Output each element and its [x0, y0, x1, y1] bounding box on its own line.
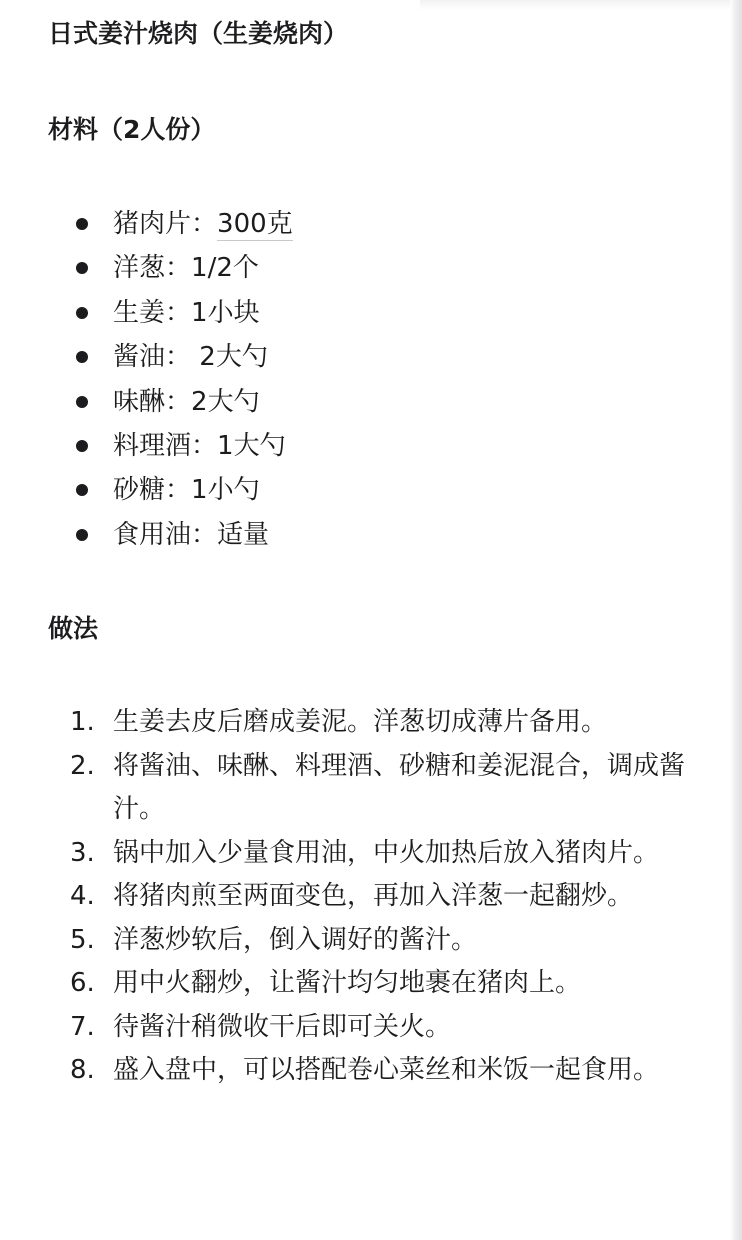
- ingredient-name: 食用油: [113, 519, 192, 550]
- right-edge-shadow: [730, 0, 742, 1240]
- step-item: [0, 832, 698, 876]
- ingredient-amount: 1小块: [191, 297, 260, 328]
- step-number: 8.: [70, 1055, 95, 1085]
- step-number: 4.: [70, 881, 95, 911]
- steps-heading: 做法: [48, 614, 99, 643]
- bullet-icon: [76, 440, 88, 452]
- step-item: [0, 1049, 698, 1093]
- ingredient-text: [113, 202, 293, 246]
- bullet-icon: [76, 529, 88, 541]
- ingredient-amount: 2大勺: [199, 342, 268, 373]
- ingredient-amount: 适量: [217, 519, 270, 550]
- ingredient-separator: ：: [191, 209, 218, 239]
- ingredient-name: 酱油: [113, 342, 166, 373]
- ingredient-amount: 1小勺: [191, 475, 260, 506]
- step-item: [0, 962, 698, 1006]
- bullet-icon: [76, 396, 88, 408]
- ingredient-text: [113, 468, 260, 512]
- bullet-icon: [76, 218, 88, 230]
- ingredient-text: [113, 291, 260, 335]
- step-number: 6.: [70, 968, 95, 998]
- ingredient-amount: 300克: [217, 209, 293, 239]
- steps-list: [0, 701, 698, 1093]
- ingredient-separator: ：: [191, 430, 218, 461]
- ingredient-name: 料理酒: [113, 430, 192, 461]
- ingredient-separator: ：: [165, 342, 200, 373]
- step-text: 生姜去皮后磨成姜泥。洋葱切成薄片备用。: [113, 707, 608, 737]
- ingredient-separator: ：: [191, 519, 218, 550]
- ingredient-amount: 2大勺: [191, 386, 260, 417]
- ingredient-text: [113, 246, 259, 290]
- ingredient-name: 生姜: [113, 297, 166, 328]
- step-text: 将酱油、味醂、料理酒、砂糖和姜泥混合，调成酱汁。: [113, 750, 686, 824]
- bullet-icon: [76, 262, 88, 274]
- step-item: [0, 701, 698, 745]
- ingredient-separator: ：: [165, 475, 192, 506]
- ingredient-text: [113, 513, 269, 557]
- ingredient-name: 味醂: [113, 386, 166, 417]
- step-number: 7.: [70, 1011, 95, 1042]
- step-number: 2.: [70, 750, 95, 781]
- step-item: [0, 745, 698, 832]
- step-number: 1.: [70, 707, 95, 737]
- step-text: 锅中加入少量食用油，中火加热后放入猪肉片。: [113, 837, 660, 868]
- step-number: 3.: [70, 837, 95, 868]
- ingredient-text: [113, 380, 260, 424]
- ingredients-heading: 材料（2人份）: [48, 115, 216, 144]
- step-text: 洋葱炒软后，倒入调好的酱汁。: [113, 924, 478, 955]
- recipe-title: 日式姜汁烧肉（生姜烧肉）: [48, 19, 349, 48]
- ingredient-amount: 1/2个: [191, 253, 259, 284]
- step-item: [0, 875, 698, 919]
- step-text: 将猪肉煎至两面变色，再加入洋葱一起翻炒。: [113, 881, 634, 911]
- ingredient-separator: ：: [165, 386, 192, 417]
- ingredient-name: 洋葱: [113, 253, 166, 284]
- top-edge-shadow: [420, 0, 742, 10]
- step-text: 待酱汁稍微收干后即可关火。: [113, 1011, 452, 1042]
- bullet-icon: [76, 484, 88, 496]
- step-text: 用中火翻炒，让酱汁均匀地裹在猪肉上。: [113, 968, 582, 998]
- ingredient-text: [113, 424, 286, 468]
- bullet-icon: [76, 307, 88, 319]
- ingredient-amount: 1大勺: [217, 430, 286, 461]
- step-text: 盛入盘中，可以搭配卷心菜丝和米饭一起食用。: [113, 1055, 660, 1085]
- step-number: 5.: [70, 924, 95, 955]
- ingredient-text: [113, 335, 268, 379]
- ingredient-separator: ：: [165, 297, 192, 328]
- bullet-icon: [76, 351, 88, 363]
- step-item: [0, 919, 698, 963]
- ingredient-name: 砂糖: [113, 475, 166, 506]
- step-item: [0, 1006, 698, 1050]
- ingredient-separator: ：: [165, 253, 192, 284]
- ingredient-name: 猪肉片: [113, 209, 192, 239]
